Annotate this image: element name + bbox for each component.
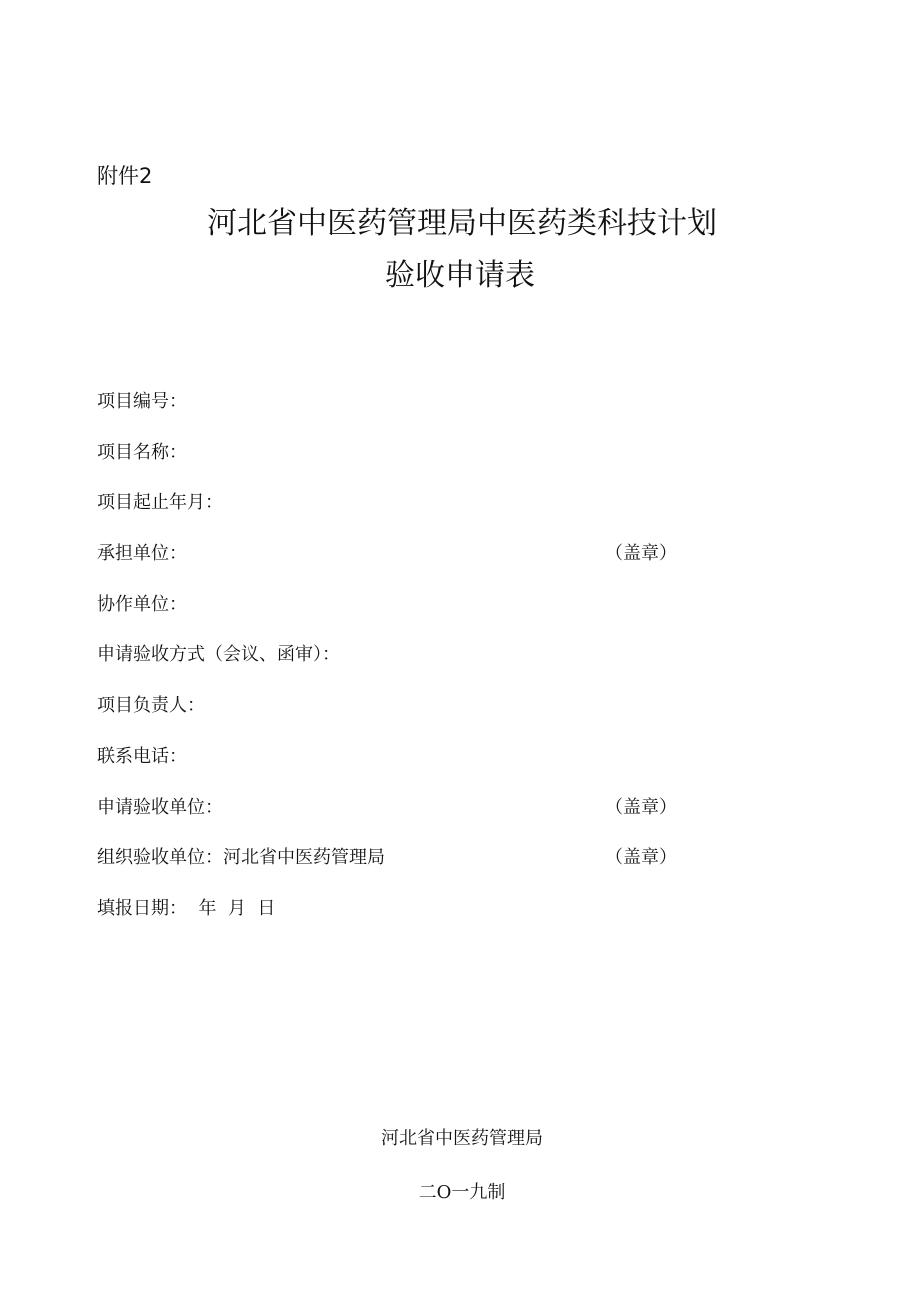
- field-undertaking-unit: [97, 540, 717, 591]
- seal-marker: （盖章）: [605, 543, 677, 565]
- field-label: 组织验收单位：河北省中医药管理局: [97, 847, 385, 869]
- field-cooperating-unit: [97, 591, 717, 642]
- field-label: 协作单位：: [97, 593, 187, 615]
- field-label: 项目名称：: [97, 441, 187, 463]
- field-label: 项目起止年月：: [97, 492, 223, 514]
- field-label: 联系电话：: [97, 745, 187, 767]
- field-fill-date: [97, 895, 717, 946]
- form-field-list: [97, 388, 717, 946]
- field-label: 项目编号：: [97, 391, 187, 412]
- field-acceptance-method: [97, 641, 717, 692]
- field-label: 填报日期： 年 月 日: [97, 897, 276, 919]
- seal-marker: （盖章）: [605, 796, 677, 818]
- field-project-leader: [97, 692, 717, 743]
- field-label: 申请验收方式（会议、函审）：: [97, 644, 340, 666]
- attachment-label: 附件2: [97, 164, 153, 188]
- document-title-line2: 验收申请表: [385, 258, 535, 293]
- field-project-number: [97, 388, 717, 439]
- field-project-period: [97, 489, 717, 540]
- footer-organization: 河北省中医药管理局: [381, 1128, 543, 1149]
- field-organizing-unit: [97, 844, 717, 895]
- field-project-name: [97, 439, 717, 490]
- footer-year: 二O一九制: [418, 1182, 506, 1203]
- field-label: 申请验收单位：: [97, 796, 223, 818]
- seal-marker: （盖章）: [605, 847, 677, 869]
- field-label: 承担单位：: [97, 543, 187, 565]
- document-title-line1: 河北省中医药管理局中医药类科技计划: [207, 206, 717, 241]
- field-phone: [97, 743, 717, 794]
- field-label: 项目负责人：: [97, 695, 205, 717]
- field-applying-unit: [97, 794, 717, 845]
